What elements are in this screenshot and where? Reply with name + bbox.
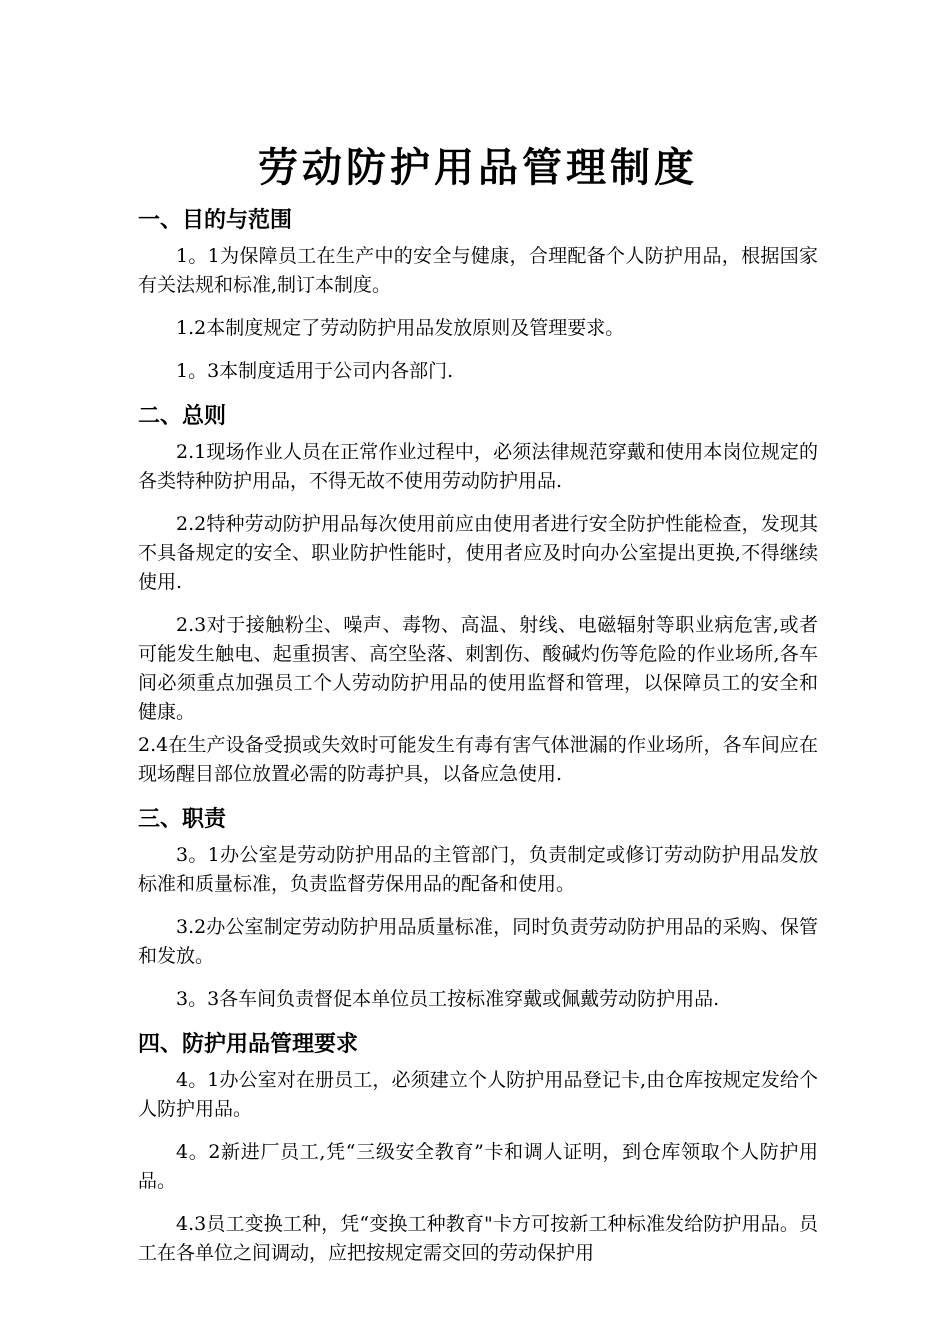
paragraph: 2.4在生产设备受损或失效时可能发生有毒有害气体泄漏的作业场所，各车间应在现场醒目部位放置必需的防毒护具，以备应急使用. [138,734,818,785]
section-responsibilities [138,803,818,1014]
paragraph: 1.2本制度规定了劳动防护用品发放原则及管理要求。 [176,317,625,339]
document-page [138,140,818,1282]
section-general-rules [138,400,818,789]
section-management-requirements [138,1028,818,1268]
paragraph: 1。1为保障员工在生产中的安全与健康，合理配备个人防护用品，根据国家有关法规和标准,制订本制度。 [138,245,818,296]
paragraph: 2.2特种劳动防护用品每次使用前应由使用者进行安全防护性能检查，发现其不具备规定的安全、职业防护性能时，使用者应及时向办公室提出更换,不得继续使用. [138,513,818,593]
paragraph: 3。3各车间负责督促本单位员工按标准穿戴或佩戴劳动防护用品. [176,988,720,1010]
section-purpose-scope [138,204,818,386]
paragraph: 4。1办公室对在册员工，必须建立个人防护用品登记卡,由仓库按规定发给个人防护用品。 [138,1069,818,1120]
paragraph: 2.1现场作业人员在正常作业过程中，必须法律规范穿戴和使用本岗位规定的各类特种防护用品，不得无故不使用劳动防护用品. [138,441,818,492]
section-heading: 一、目的与范围 [138,207,293,233]
section-heading: 四、防护用品管理要求 [138,1031,359,1057]
paragraph: 4。2新进厂员工,凭“三级安全教育”卡和调人证明，到仓库领取个人防护用品。 [138,1141,818,1192]
paragraph: 4.3员工变换工种，凭“变换工种教育"卡方可按新工种标准发给防护用品。员工在各单位之间调动，应把按规定需交回的劳动保护用 [138,1213,818,1264]
section-heading: 三、职责 [138,806,227,832]
paragraph: 1。3本制度适用于公司内各部门. [176,360,454,382]
section-heading: 二、总则 [138,403,227,429]
paragraph: 2.3对于接触粉尘、噪声、毒物、高温、射线、电磁辐射等职业病危害,或者可能发生触电、起重损害、高空坠落、刺割伤、酸碱灼伤等危险的作业场所,各车间必须重点加强员工个人劳动防护用品的使用监督和管理，以保障员工的安全和健康。 [138,614,818,723]
paragraph: 3。1办公室是劳动防护用品的主管部门，负责制定或修订劳动防护用品发放标准和质量标准，负责监督劳保用品的配备和使用。 [138,844,818,895]
document-title: 劳动防护用品管理制度 [258,144,698,191]
paragraph: 3.2办公室制定劳动防护用品质量标准，同时负责劳动防护用品的采购、保管和发放。 [138,916,818,967]
